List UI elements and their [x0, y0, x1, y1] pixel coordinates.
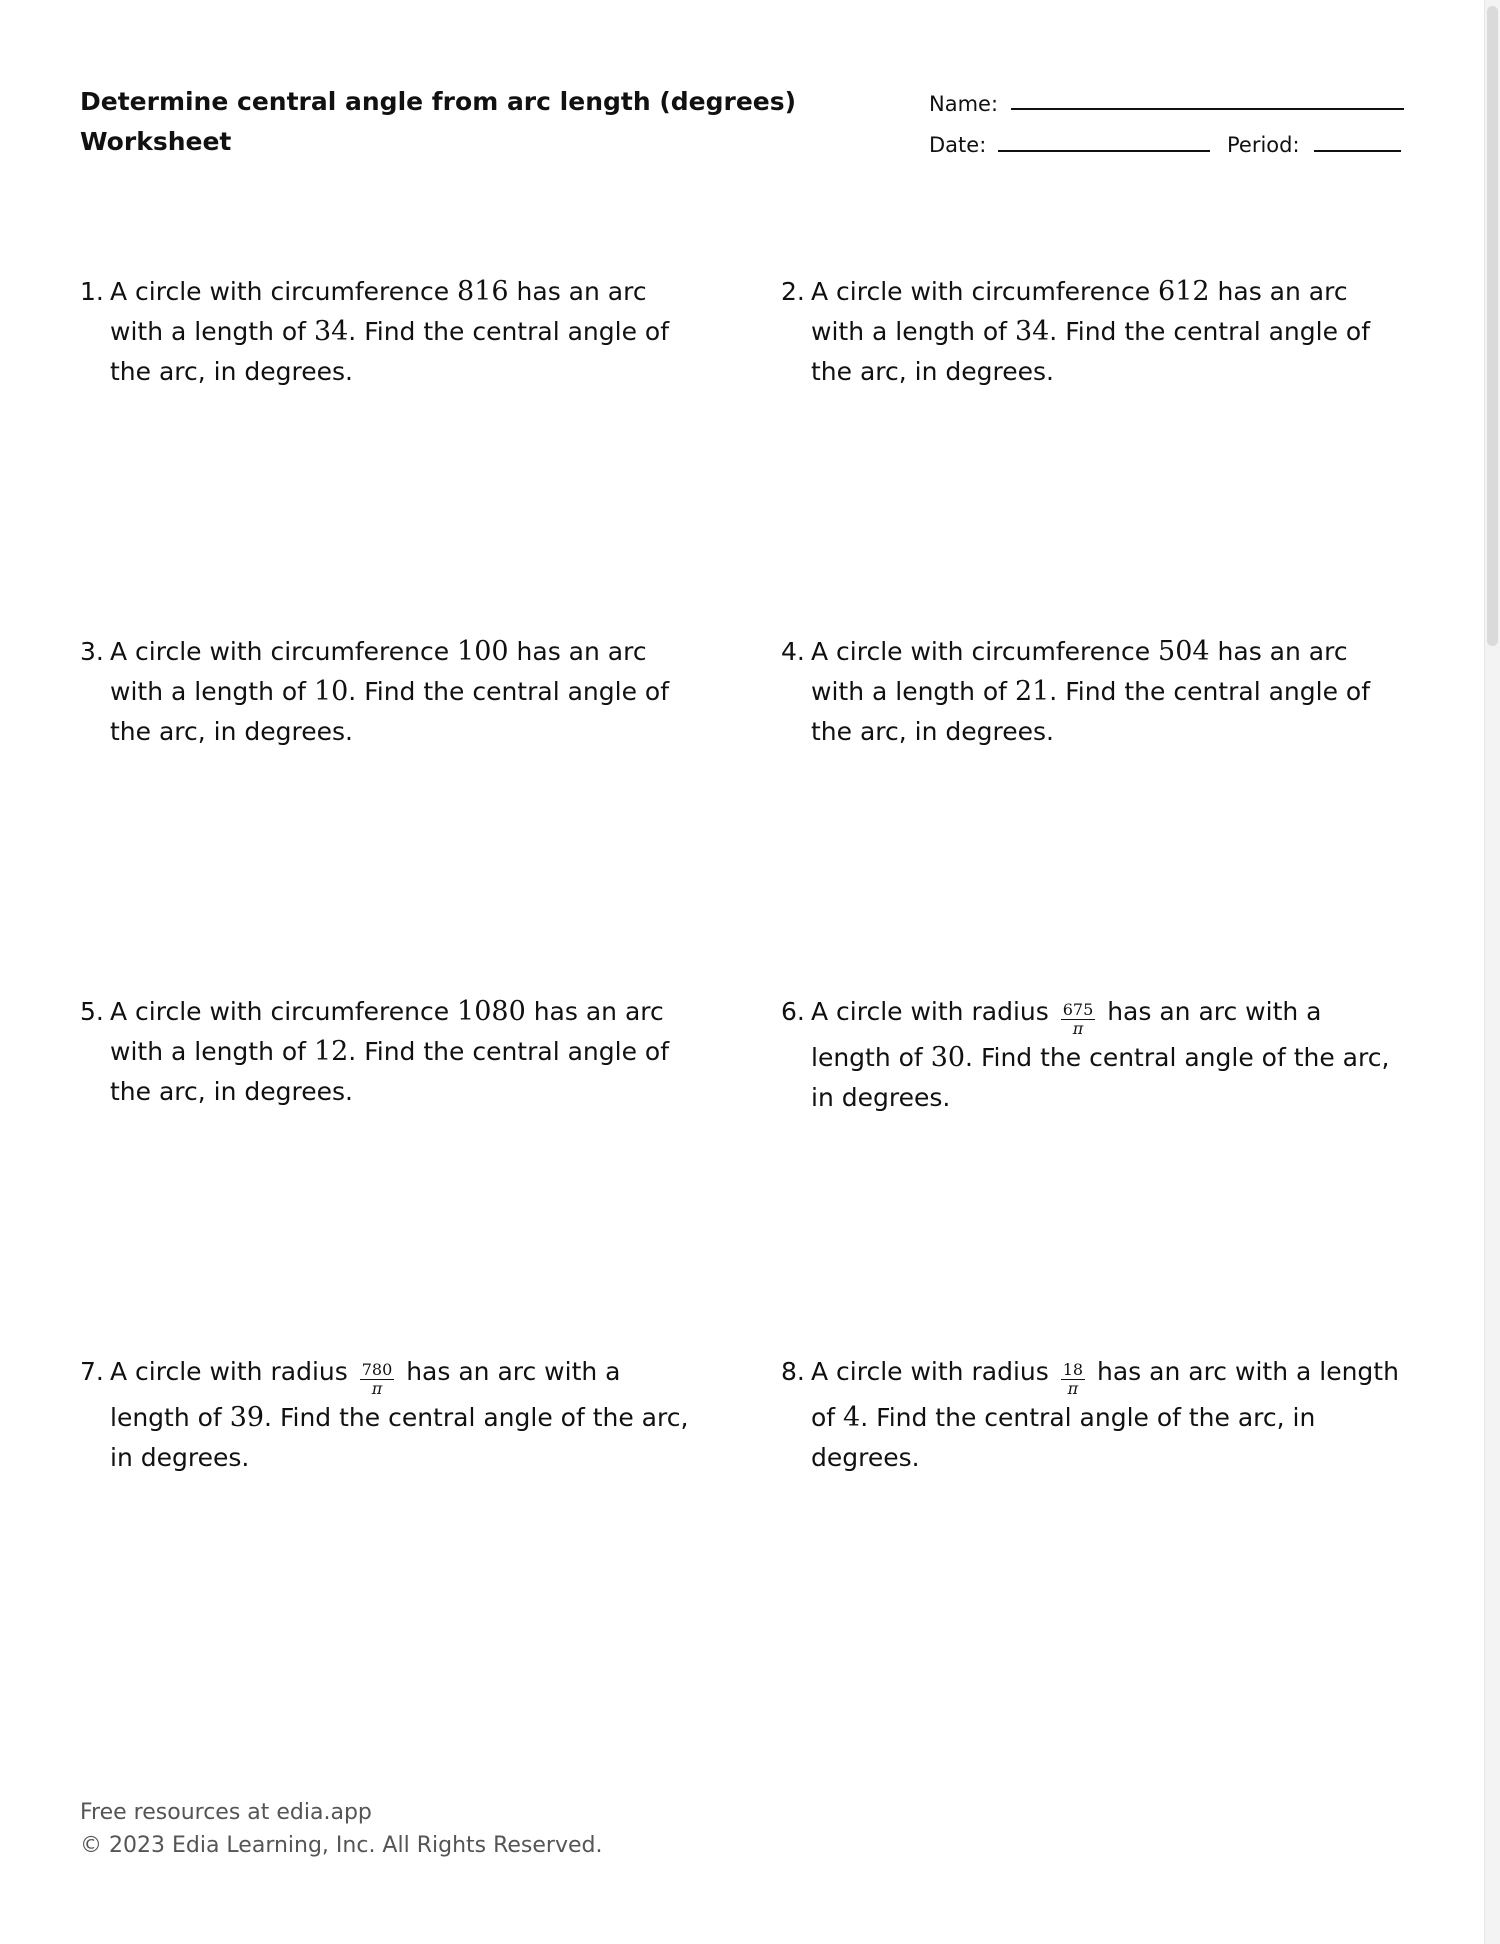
circumference-value: 100	[457, 636, 509, 667]
problem-text: A circle with radius $\frac{780}{\pi}$ has an arc with a length of 39. Find the central angle of the arc, in degrees.	[110, 1357, 689, 1472]
worksheet-title	[80, 82, 797, 162]
problem-6	[781, 992, 1401, 1118]
problem-number: 4.	[781, 637, 805, 666]
problem-text: A circle with circumference 1080 has an arc with a length of 12. Find the central angle of the arc, in degrees.	[110, 996, 669, 1106]
footer-copyright: © 2023 Edia Learning, Inc. All Rights Reserved.	[80, 1833, 603, 1858]
problem-number: 8.	[781, 1357, 805, 1386]
period-line[interactable]	[1314, 150, 1401, 152]
problem-4	[781, 632, 1401, 752]
problem-text: A circle with circumference 100 has an arc with a length of 10. Find the central angle of the arc, in degrees.	[110, 636, 669, 746]
arc-length-value: 4	[843, 1402, 861, 1433]
arc-length-value: 34	[1014, 316, 1050, 347]
problem-8	[781, 1352, 1401, 1478]
footer	[80, 1796, 602, 1862]
problem-text: A circle with radius $\frac{18}{\pi}$ has an arc with a length of 4. Find the central angle of the arc, in degrees.	[811, 1357, 1399, 1472]
radius-fraction: $\frac{18}{\pi}$	[1062, 1360, 1084, 1398]
arc-length-value: 34	[313, 316, 349, 347]
name-line[interactable]	[1011, 108, 1404, 110]
arc-length-value: 39	[229, 1402, 265, 1433]
arc-length-value: 21	[1014, 676, 1050, 707]
arc-length-value: 10	[313, 676, 349, 707]
circumference-value: 504	[1158, 636, 1210, 667]
radius-fraction: $\frac{675}{\pi}$	[1062, 1000, 1094, 1038]
problem-text: A circle with circumference 504 has an arc with a length of 21. Find the central angle of the arc, in degrees.	[811, 636, 1370, 746]
arc-length-value: 30	[930, 1042, 966, 1073]
period-label: Period:	[1227, 133, 1300, 157]
date-line[interactable]	[998, 150, 1210, 152]
problem-2	[781, 272, 1401, 392]
circumference-value: 612	[1158, 276, 1210, 307]
problem-text: A circle with circumference 816 has an arc with a length of 34. Find the central angle of the arc, in degrees.	[110, 276, 669, 386]
problem-5	[80, 992, 700, 1112]
problem-number: 3.	[80, 637, 104, 666]
problem-number: 6.	[781, 997, 805, 1026]
title-line-2: Worksheet	[80, 127, 232, 156]
circumference-value: 816	[457, 276, 509, 307]
scrollbar-thumb[interactable]	[1487, 6, 1498, 646]
footer-resources-link[interactable]: Free resources at edia.app	[80, 1800, 372, 1825]
problem-7	[80, 1352, 700, 1478]
radius-fraction: $\frac{780}{\pi}$	[361, 1360, 393, 1398]
problem-number: 2.	[781, 277, 805, 306]
problem-number: 1.	[80, 277, 104, 306]
problem-number: 7.	[80, 1357, 104, 1386]
problem-3	[80, 632, 700, 752]
title-line-1: Determine central angle from arc length (degrees)	[80, 87, 797, 116]
date-label: Date:	[929, 133, 987, 157]
vertical-scrollbar[interactable]	[1484, 0, 1500, 1944]
name-label: Name:	[929, 92, 999, 116]
circumference-value: 1080	[457, 996, 526, 1027]
problem-text: A circle with radius $\frac{675}{\pi}$ has an arc with a length of 30. Find the central angle of the arc, in degrees.	[811, 997, 1390, 1112]
arc-length-value: 12	[313, 1036, 349, 1067]
problem-text: A circle with circumference 612 has an arc with a length of 34. Find the central angle of the arc, in degrees.	[811, 276, 1370, 386]
problem-number: 5.	[80, 997, 104, 1026]
problem-1	[80, 272, 700, 392]
